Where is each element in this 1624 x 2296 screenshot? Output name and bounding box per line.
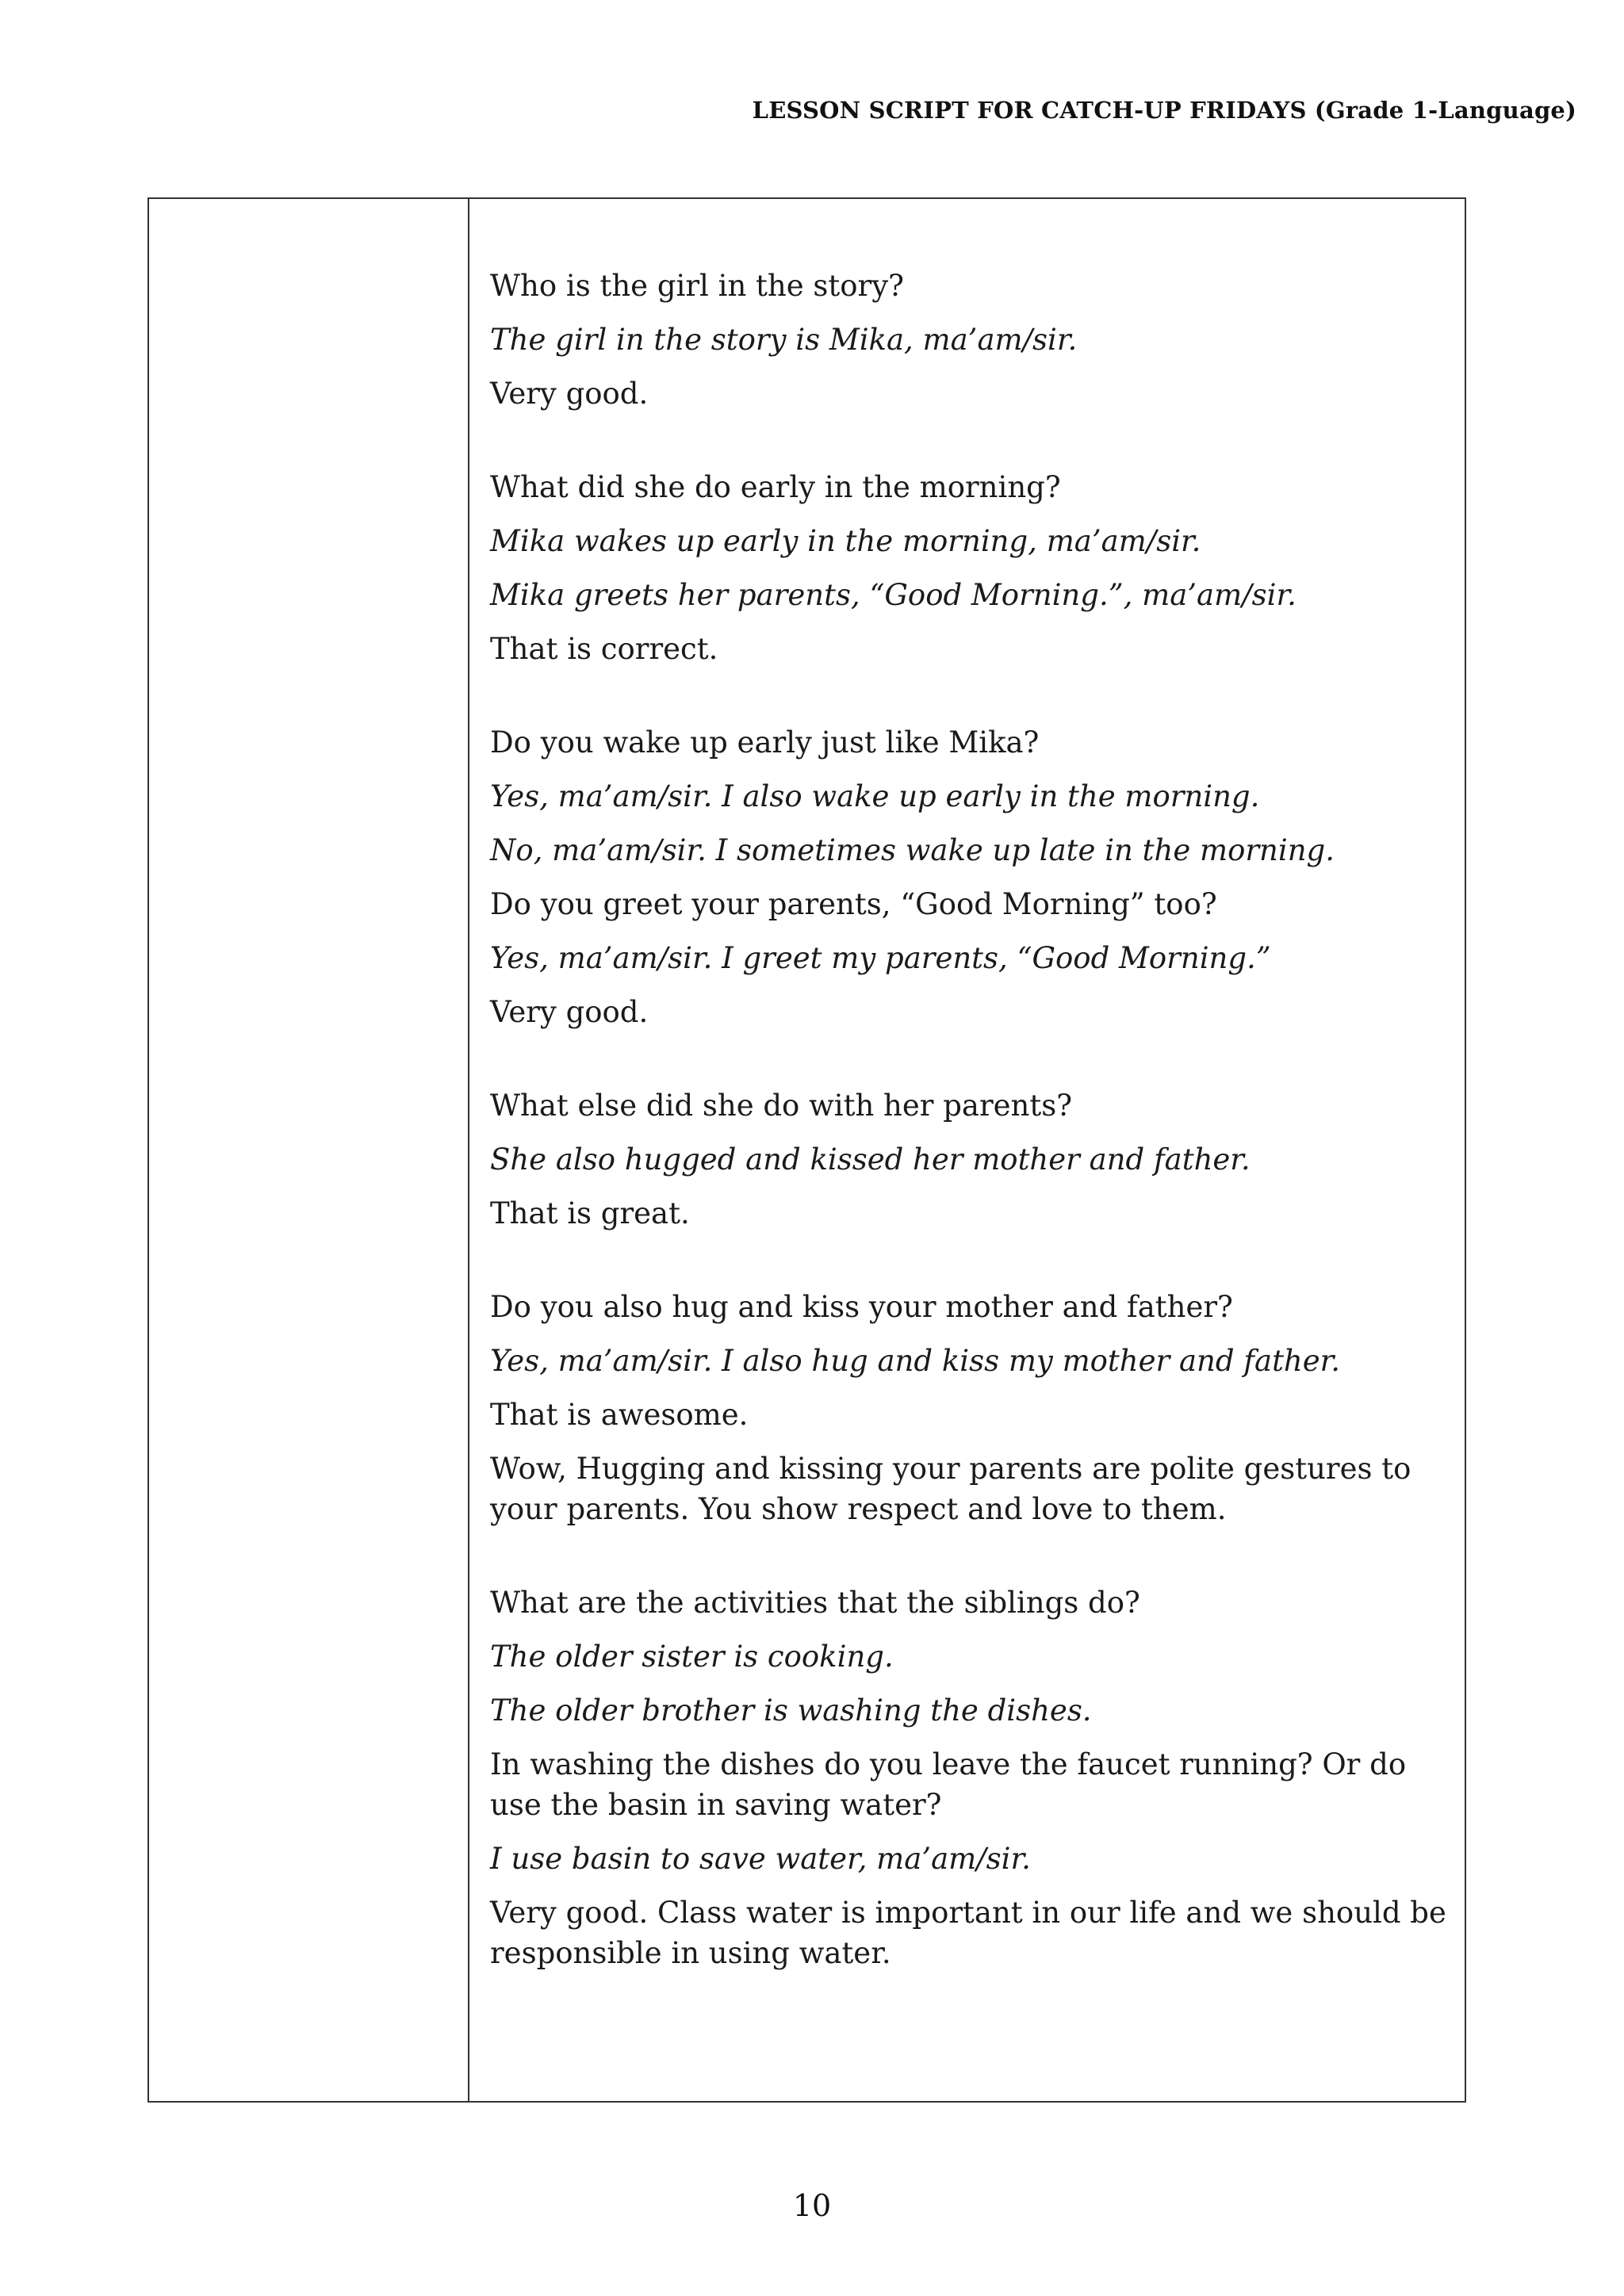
student-response-line: Yes, ma’am/sir. I also hug and kiss my mother and father. <box>490 1344 1341 1378</box>
dialogue-block <box>490 1582 1460 1973</box>
student-response-line: She also hugged and kissed her mother and father. <box>490 1142 1251 1177</box>
teacher-prompt-line: Do you greet your parents, “Good Morning” too? <box>490 887 1217 921</box>
table-left-column <box>149 199 469 2101</box>
student-response-line: I use basin to save water, ma’am/sir. <box>490 1842 1031 1876</box>
teacher-prompt-line: That is awesome. <box>490 1398 749 1432</box>
teacher-prompt-line: Wow, Hugging and kissing your parents are polite gestures to your parents. You show respect and love to them. <box>490 1452 1411 1526</box>
table-right-column <box>469 199 1465 2101</box>
teacher-prompt-line: Who is the girl in the story? <box>490 269 904 303</box>
teacher-prompt-line: Very good. Class water is important in our life and we should be responsible in using water. <box>490 1896 1446 1970</box>
document-header-title: LESSON SCRIPT FOR CATCH-UP FRIDAYS (Grade 1-Language) <box>752 97 1576 124</box>
student-response-line: The older brother is washing the dishes. <box>490 1693 1092 1728</box>
teacher-prompt-line: That is great. <box>490 1196 690 1230</box>
dialogue-block <box>490 1085 1460 1234</box>
teacher-prompt-line: What else did she do with her parents? <box>490 1089 1073 1123</box>
page-number: 10 <box>792 2188 832 2223</box>
student-response-line: The older sister is cooking. <box>490 1640 894 1674</box>
teacher-prompt-line: Do you also hug and kiss your mother and father? <box>490 1290 1233 1324</box>
student-response-line: Yes, ma’am/sir. I also wake up early in the morning. <box>490 779 1260 813</box>
teacher-prompt-line: What are the activities that the siblings do? <box>490 1586 1140 1620</box>
teacher-prompt-line: Very good. <box>490 377 649 411</box>
student-response-line: The girl in the story is Mika, ma’am/sir. <box>490 323 1078 357</box>
student-response-line: Mika wakes up early in the morning, ma’am/sir. <box>490 524 1201 558</box>
teacher-prompt-line: In washing the dishes do you leave the faucet running? Or do use the basin in saving water? <box>490 1747 1407 1822</box>
lesson-script-table <box>147 197 1466 2103</box>
dialogue-block <box>490 467 1460 669</box>
teacher-prompt-line: Very good. <box>490 995 649 1029</box>
teacher-prompt-line: What did she do early in the morning? <box>490 470 1061 504</box>
dialogue-block <box>490 266 1460 414</box>
dialogue-block <box>490 722 1460 1032</box>
student-response-line: No, ma’am/sir. I sometimes wake up late in the morning. <box>490 833 1335 867</box>
teacher-prompt-line: That is correct. <box>490 632 718 666</box>
student-response-line: Mika greets her parents, “Good Morning.”, ma’am/sir. <box>490 578 1297 612</box>
dialogue-block <box>490 1287 1460 1529</box>
student-response-line: Yes, ma’am/sir. I greet my parents, “Good Morning.” <box>490 941 1271 975</box>
teacher-prompt-line: Do you wake up early just like Mika? <box>490 725 1040 760</box>
